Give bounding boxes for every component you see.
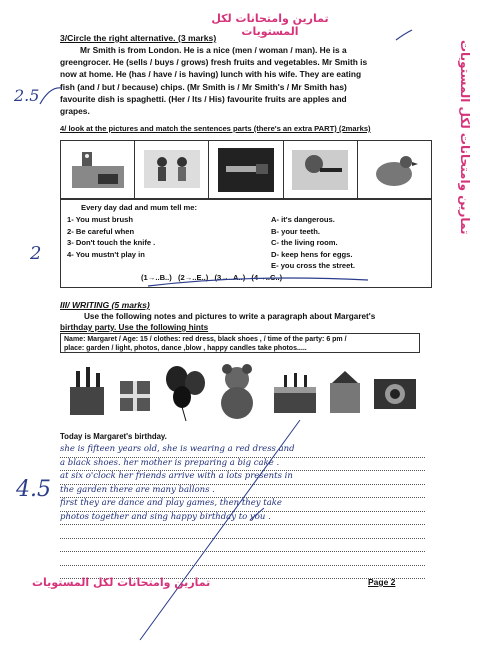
answer-1: (1→..B..) — [141, 273, 172, 282]
header-title: تمارين وامتحانات لكل المستويات — [211, 12, 329, 38]
handwritten-line: she is fifteen years old, she is wearing a red dress and — [60, 444, 425, 458]
section3-line: now at home. He (has / have / is having) lunch with his wife. They are eating — [60, 69, 362, 80]
grade-mark-section4: 2 — [30, 243, 42, 264]
match-left-item: 3- Don't touch the knife . — [67, 238, 156, 247]
handwritten-line: a black shoes. her mother is preparing a big cake . — [60, 458, 425, 472]
handwritten-line: first they are dance and play games, then they take — [60, 498, 425, 512]
hint-line: Name: Margaret / Age: 15 / clothes: red dress, black shoes , / time of the party: 6 pm / — [64, 336, 347, 343]
answer-3: (3→..A..) — [214, 273, 246, 282]
match-left-item: 2- Be careful when — [67, 226, 135, 236]
footer-arabic-title: تمارين وامتحانات لكل المستويات — [32, 576, 211, 589]
section3-line: grapes. — [60, 106, 90, 117]
page-number: Page 2 — [368, 577, 396, 587]
section3-title: 3/Circle the right alternative. (3 marks) — [60, 33, 217, 43]
handwritten-line: photos together and sing happy birthday to you . — [60, 512, 425, 526]
match-left-item: 4- You mustn't play in — [67, 249, 145, 259]
section4-title: 4/ look at the pictures and match the sentences parts (there's an extra PART) (2marks) — [60, 124, 371, 133]
section3-line: fish (and / but / because) chips. (Mr Smith is / Mr Smith's / Mr Smith has) — [60, 81, 347, 92]
hint-line: place: garden / light, photos, dance ,blow , happy candles take photos..... — [64, 345, 307, 352]
match-intro: Every day dad and mum tell me: — [81, 203, 198, 212]
match-right-item: C- the living room. — [271, 238, 338, 247]
section3-line: greengrocer. He (sells / buys / grows) fresh fruits and vegetables. Mr Smith is — [60, 57, 368, 68]
grade-mark-writing: 4.5 — [16, 477, 51, 502]
answer-4: (4→..C..) — [251, 273, 283, 282]
section3-line: favourite dish is spaghetti. (Her / Its / His) favourite fruits are apples and — [60, 93, 347, 104]
handwritten-line: the garden there are many ballons . — [60, 485, 425, 499]
answer-2: (2→..E..) — [177, 273, 209, 282]
instruction-line: Use the following notes and pictures to write a paragraph about Margaret's — [84, 312, 376, 321]
section3-line: Mr Smith is from London. He is a nice (men / woman / man). He is a — [80, 45, 347, 55]
side-watermark-text: تمارين وامتحانات لكل المستويات — [458, 40, 472, 235]
match-left-item: 1- You must brush — [67, 215, 133, 224]
writing-opening: Today is Margaret's birthday. — [60, 432, 167, 441]
handwritten-line: at six o'clock her friends arrive with a lots presents in — [60, 471, 425, 485]
instruction-line: birthday party. Use the following hints — [60, 323, 209, 332]
match-right-item: E- you cross the street. — [271, 261, 355, 270]
match-right-item: D- keep hens for eggs. — [271, 249, 353, 259]
writing-title: III/ WRITING (5 marks) — [60, 300, 150, 310]
grade-mark-section3: 2.5 — [14, 86, 40, 105]
match-right-item: A- it's dangerous. — [271, 215, 335, 224]
match-right-item: B- your teeth. — [271, 226, 320, 236]
